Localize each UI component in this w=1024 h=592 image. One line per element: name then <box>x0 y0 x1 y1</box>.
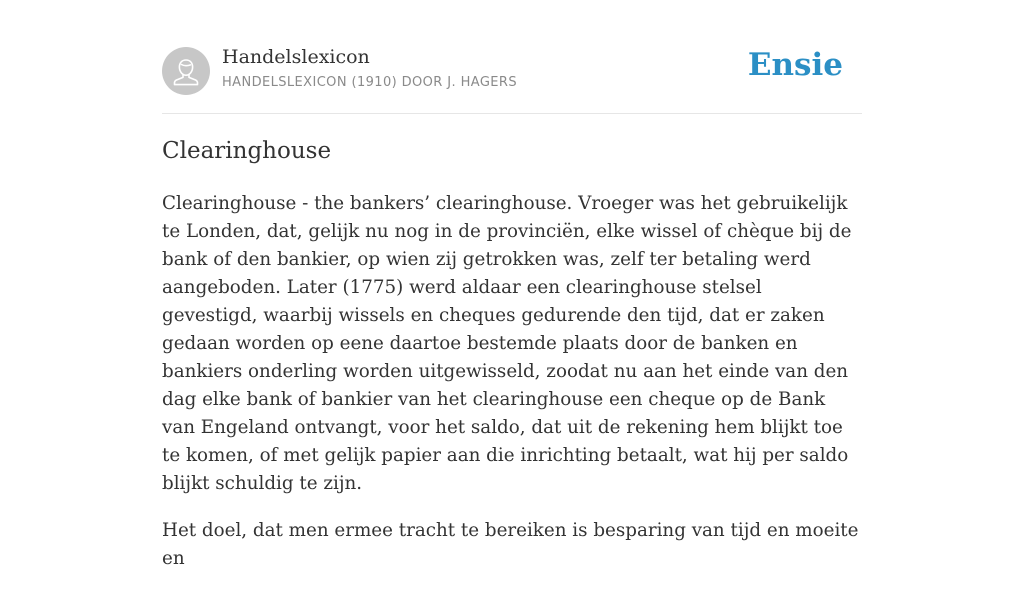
entry-paragraph: Clearinghouse - the bankers’ clearinghouse. Vroeger was het gebruikelijk te Londen, dat, gelijk nu nog in de provinciën, elke wissel of chèque bij de bank of den bankier, op wien zij getrokken was, zelf ter betaling werd aangeboden. Later (1775) werd aldaar een clearinghouse stelsel gevestigd, waarbij wissels en cheques gedurende den tijd, dat er zaken gedaan worden op eene daartoe bestemde plaats door de banken en bankiers onderling worden uitgewisseld, zoodat nu aan het einde van den dag elke bank of bankier van het clearinghouse een cheque op de Bank van Engeland ontvangt, voor het saldo, dat uit de rekening hem blijkt toe te komen, of met gelijk papier aan die inrichting betaalt, wat hij per saldo blijkt schuldig te zijn. <box>162 193 852 494</box>
source-title[interactable]: Handelslexicon <box>222 46 370 68</box>
source-subtitle[interactable]: HANDELSLEXICON (1910) DOOR J. HAGERS <box>222 75 517 90</box>
entry-body <box>162 190 862 592</box>
brand-logo[interactable]: Ensie <box>747 47 843 83</box>
content-container <box>162 0 862 569</box>
header <box>162 0 862 114</box>
entry-paragraph: Het doel, dat men ermee tracht te bereiken is besparing van tijd en moeite en <box>162 520 859 569</box>
source-avatar[interactable] <box>162 47 210 95</box>
entry-title: Clearinghouse <box>162 138 332 164</box>
user-icon <box>162 47 210 95</box>
